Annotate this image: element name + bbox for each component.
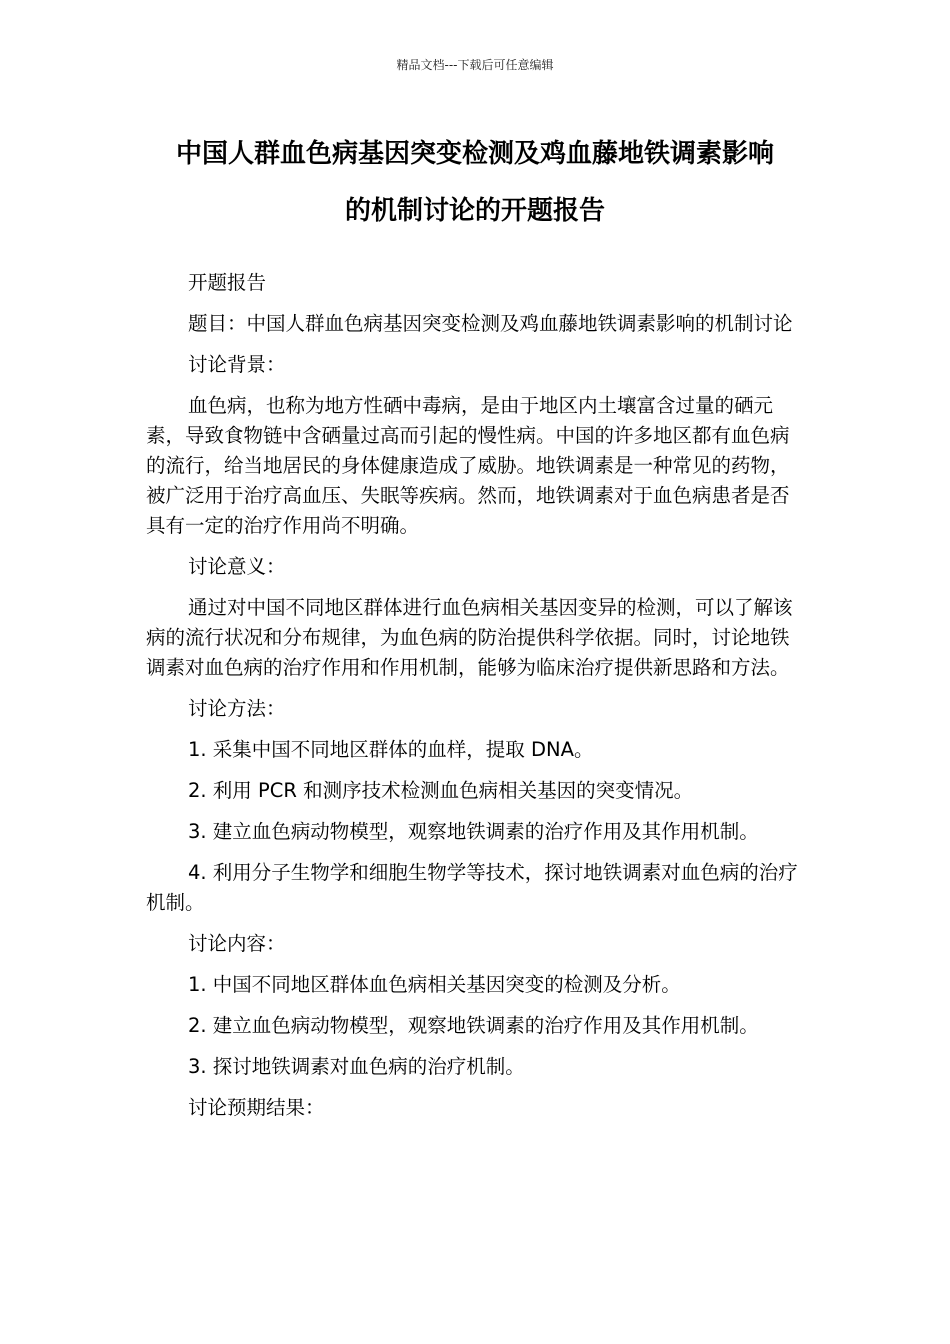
content-item-1: 1. 中国不同地区群体血色病相关基因突变的检测及分析。 [188,973,681,996]
methods-item-4: 4. 利用分子生物学和细胞生物学等技术，探讨地铁调素对血色病的治疗机制。 [146,861,798,914]
page-header: 精品文档---下载后可任意编辑 [396,58,554,72]
section-heading-significance: 讨论意义： [188,555,286,578]
section-heading-background: 讨论背景： [188,353,286,376]
significance-paragraph: 通过对中国不同地区群体进行血色病相关基因变异的检测，可以了解该病的流行状况和分布规律，为血色病的防治提供科学依据。同时，讨论地铁调素对血色病的治疗作用和作用机制，能够为临床治疗提供新思路和方法。 [146,596,793,679]
methods-item-3: 3. 建立血色病动物模型，观察地铁调素的治疗作用及其作用机制。 [188,820,759,843]
methods-item-2: 2. 利用 PCR 和测序技术检测血色病相关基因的突变情况。 [188,779,694,802]
document-title-line-1: 中国人群血色病基因突变检测及鸡血藤地铁调素影响 [175,139,774,169]
section-heading-methods: 讨论方法： [188,697,286,720]
content-item-3: 3. 探讨地铁调素对血色病的治疗机制。 [188,1055,525,1078]
document-body [146,268,798,1134]
methods-item-1: 1. 采集中国不同地区群体的血样，提取 DNA。 [188,738,594,761]
topic-paragraph: 题目：中国人群血色病基因突变检测及鸡血藤地铁调素影响的机制讨论 [188,312,793,335]
section-label-report: 开题报告 [188,271,267,294]
content-item-2: 2. 建立血色病动物模型，观察地铁调素的治疗作用及其作用机制。 [188,1014,759,1037]
section-heading-content: 讨论内容： [188,932,286,955]
background-paragraph: 血色病，也称为地方性硒中毒病，是由于地区内土壤富含过量的硒元素，导致食物链中含硒量过高而引起的慢性病。中国的许多地区都有血色病的流行，给当地居民的身体健康造成了威胁。地铁调素是一种常见的药物，被广泛用于治疗高血压、失眠等疾病。然而，地铁调素对于血色病患者是否具有一定的治疗作用尚不明确。 [146,394,790,537]
document-title-line-2: 的机制讨论的开题报告 [344,196,605,226]
section-heading-expected-results: 讨论预期结果： [188,1096,325,1119]
